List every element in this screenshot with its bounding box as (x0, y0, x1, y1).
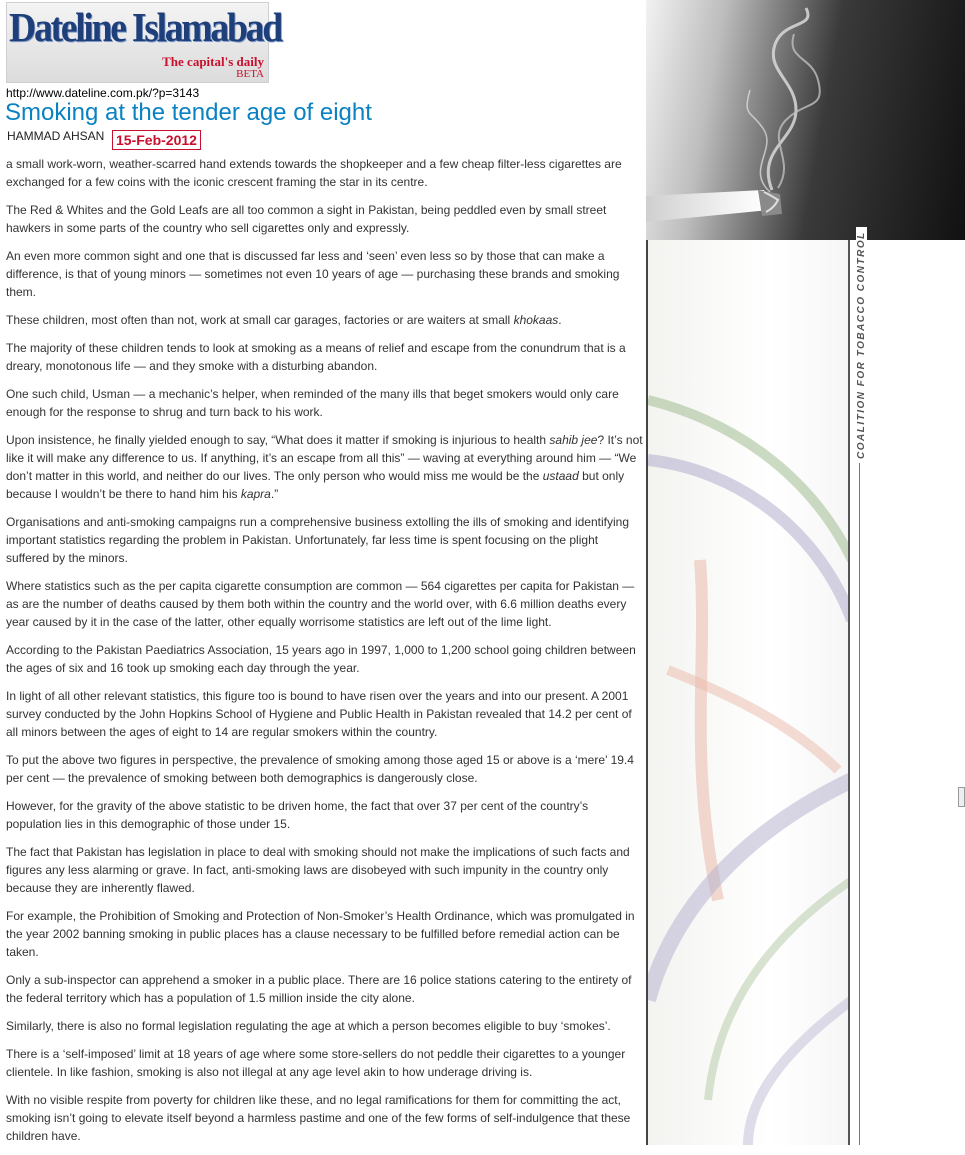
source-url: http://www.dateline.com.pk/?p=3143 (6, 86, 200, 100)
cigarette-smoke-illustration (646, 0, 965, 240)
article-headline: Smoking at the tender age of eight (5, 99, 372, 126)
paragraph: Organisations and anti-smoking campaigns run a comprehensive business extolling the ills of smoking and identifying important statistics regarding the problem in Pakistan. Unfortunately, far less time is spent focusing on the plight suffered by the minors. (6, 515, 630, 565)
paragraph: With no visible respite from poverty for children like these, and no legal ramifications for them for committing the act, smoking isn’t going to elevate itself beyond a harmless pastime and one of the few forms of self-indulgence that these children have. (6, 1093, 631, 1143)
paragraph: There is a ‘self-imposed’ limit at 18 years of age where some store-sellers do not peddle their cigarettes to a younger clientele. In like fashion, smoking is also not illegal at any age level akin to how underage driving is. (6, 1047, 626, 1079)
author-byline: HAMMAD AHSAN (7, 129, 105, 143)
masthead-beta: BETA (236, 68, 264, 80)
paragraph: One such child, Usman — a mechanic’s helper, when reminded of the many ills that beget smokers would only care enough for the response to shrug and turn back to his work. (6, 387, 619, 419)
paragraph: For example, the Prohibition of Smoking and Protection of Non-Smoker’s Health Ordinance, which was promulgated in the year 2002 banning smoking in public places has a clause necessary to be fulfilled before remedial action can be taken. (6, 909, 635, 959)
paragraph: Upon insistence, he finally yielded enough to say, “What does it matter if smoking is injurious to health sahib jee? It’s not like it will make any difference to us. If anything, it’s an escape from all this” — waving at everything around him — “We don’t matter in this world, and neither do our lives. The only person who would miss me would be the ustaad but only because I wouldn’t be there to hand him his kapra.” (6, 433, 643, 501)
paragraph: An even more common sight and one that is discussed far less and ‘seen’ even less so by those that can make a difference, is that of young minors — sometimes not even 10 years of age — purchasing these brands and smoking them. (6, 249, 620, 299)
paragraph: Similarly, there is also no formal legislation regulating the age at which a person becomes eligible to buy ‘smokes’. (6, 1019, 611, 1033)
date-badge: 15-Feb-2012 (112, 130, 201, 150)
paragraph: These children, most often than not, work at small car garages, factories or are waiters at small khokaas. (6, 313, 562, 327)
brush-stroke-decoration (648, 240, 850, 1145)
coalition-label: COALITION FOR TOBACCO CONTROL (856, 227, 867, 463)
cigarette-smoke-image (646, 0, 965, 240)
paragraph: To put the above two figures in perspective, the prevalence of smoking among those aged 15 or above is a ‘mere’ 19.4 per cent — the prevalence of smoking between both demographics is dangerously close. (6, 753, 634, 785)
sidebar-decorative-art (646, 240, 850, 1145)
article-body (6, 155, 643, 1155)
paragraph: The Red & Whites and the Gold Leafs are all too common a sight in Pakistan, being peddled even by small street hawkers in some parts of the country who sell cigarettes only and expressly. (6, 203, 607, 235)
paragraph: Only a sub-inspector can apprehend a smoker in a public place. There are 16 police stations catering to the entirety of the federal territory which has a population of 1.5 million inside the city alone. (6, 973, 632, 1005)
masthead-tagline: The capital's daily (162, 54, 264, 69)
paragraph: Where statistics such as the per capita cigarette consumption are common — 564 cigarettes per capita for Pakistan — as are the number of deaths caused by them both within the country and the world over, with 6.6 million deaths every year caused by it in the case of the latter, other equally worrisome statistics are left out of the lime light. (6, 579, 635, 629)
paragraph: a small work-worn, weather-scarred hand extends towards the shopkeeper and a few cheap filter-less cigarettes are exchanged for a few coins with the iconic crescent framing the star in its centre. (6, 157, 622, 189)
masthead-logo (6, 2, 281, 83)
paragraph: According to the Pakistan Paediatrics Association, 15 years ago in 1997, 1,000 to 1,200 school going children between the ages of six and 16 took up smoking each day through the year. (6, 643, 636, 675)
paragraph: However, for the gravity of the above statistic to be driven home, the fact that over 37 per cent of the country’s population lies in this demographic of those under 15. (6, 799, 589, 831)
paragraph: In light of all other relevant statistics, this figure too is bound to have risen over the years and into our present. A 2001 survey conducted by the John Hopkins School of Hygiene and Public Health in Pakistan revealed that 14.2 per cent of all minors between the ages of eight to 14 are regular smokers within the country. (6, 689, 632, 739)
divider-line (848, 240, 850, 1145)
masthead-name: Dateline Islamabad (9, 4, 281, 50)
paragraph: The fact that Pakistan has legislation in place to deal with smoking should not make the implications of such facts and figures any less alarming or grave. In fact, anti-smoking laws are disobeyed with such impunity in the country only because they are inherently flawed. (6, 845, 630, 895)
scroll-handle[interactable] (958, 787, 965, 807)
paragraph: The majority of these children tends to look at smoking as a means of relief and escape from the conundrum that is a dreary, monotonous life — and they smoke with a disturbing abandon. (6, 341, 626, 373)
